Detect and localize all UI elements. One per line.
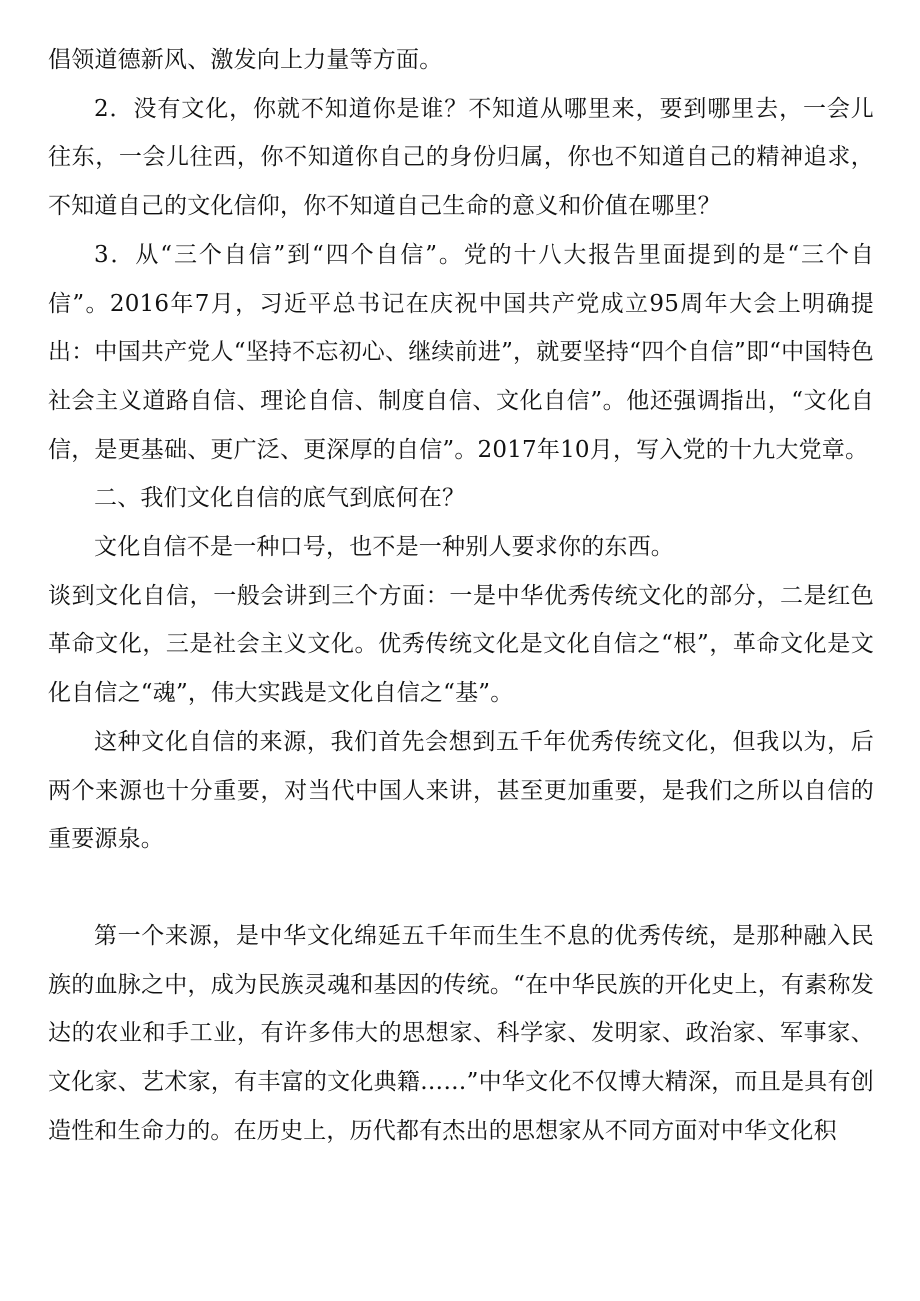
paragraph-first-source: 第一个来源，是中华文化绵延五千年而生生不息的优秀传统，是那种融入民族的血脉之中，成为民族灵魂和基因的传统。“在中华民族的开化史上，有素称发达的农业和手工业，有许多伟大的思想家、科学家、发明家、政治家、军事家、文化家、艺术家，有丰富的文化典籍……”中华文化不仅博大精深，而且是具有创造性和生命力的。在历史上，历代都有杰出的思想家从不同方面对中华文化积 xyxy=(48,922,874,1144)
paragraph-continuation: 倡领道德新风、激发向上力量等方面。 xyxy=(48,47,443,73)
paragraph-point-2: 2．没有文化，你就不知道你是谁？不知道从哪里来，要到哪里去，一会儿往东，一会儿往西，你不知道你自己的身份归属，你也不知道自己的精神追求，不知道自己的文化信仰，你不知道自己生命的意义和价值在哪里？ xyxy=(48,95,874,220)
paragraph-point-3: 3．从“三个自信”到“四个自信”。党的十八大报告里面提到的是“三个自信”。2016年7月，习近平总书记在庆祝中国共产党成立95周年大会上明确提出：中国共产党人“坚持不忘初心、继续前进”，就要坚持“四个自信”即“中国特色社会主义道路自信、理论自信、制度自信、文化自信”。他还强调指出，“文化自信，是更基础、更广泛、更深厚的自信”。2017年10月，写入党的十九大党章。 xyxy=(48,241,874,463)
paragraph-slogan: 文化自信不是一种口号，也不是一种别人要求你的东西。 xyxy=(94,534,674,561)
paragraph-gap xyxy=(48,864,874,912)
document-page xyxy=(48,36,874,1155)
paragraph-sources: 这种文化自信的来源，我们首先会想到五千年优秀传统文化，但我以为，后两个来源也十分重要，对当代中国人来讲，甚至更加重要，是我们之所以自信的重要源泉。 xyxy=(48,728,874,853)
paragraph-three-aspects: 谈到文化自信，一般会讲到三个方面：一是中华优秀传统文化的部分，二是红色革命文化，三是社会主义文化。优秀传统文化是文化自信之“根”，革命文化是文化自信之“魂”，伟大实践是文化自信之“基”。 xyxy=(48,582,874,707)
section-heading-2: 二、我们文化自信的底气到底何在？ xyxy=(94,485,466,512)
